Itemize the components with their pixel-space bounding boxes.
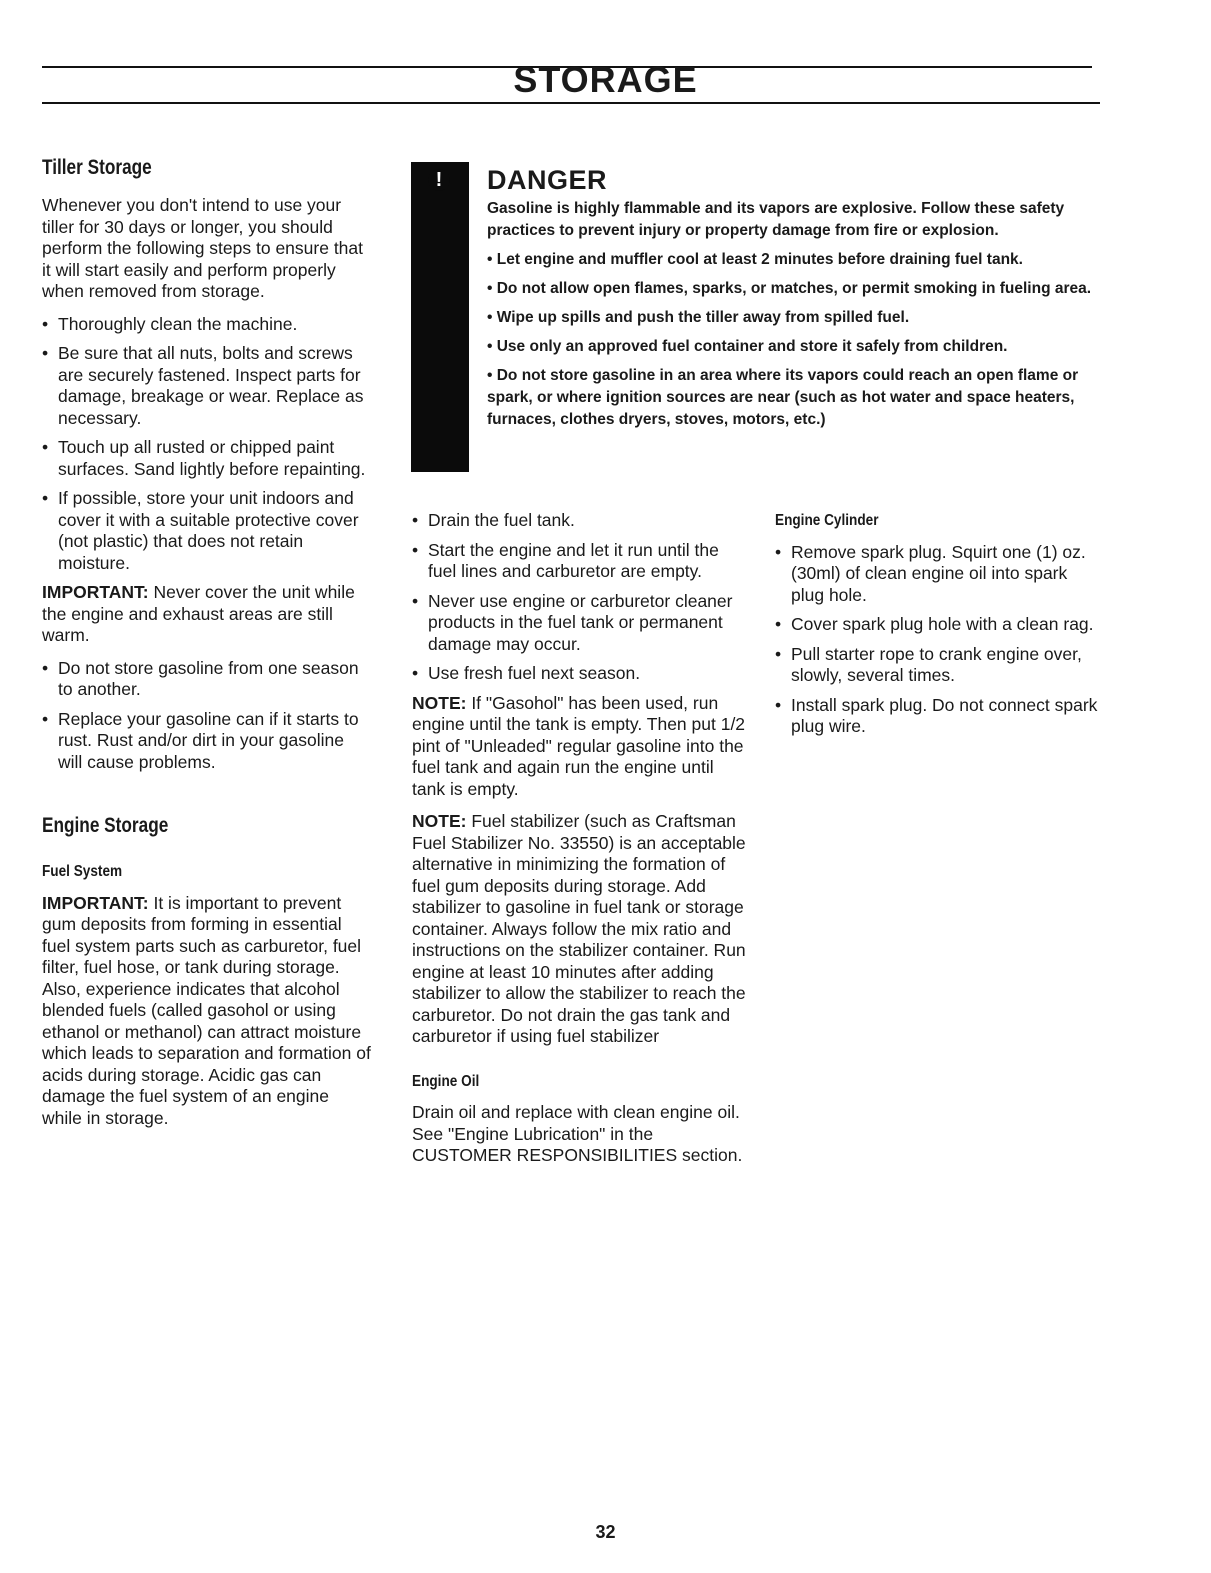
middle-column	[412, 510, 748, 1178]
list-item: • Never use engine or carburetor cleaner products in the fuel tank or permanent damage may occur.	[412, 590, 733, 654]
list-item: • Start the engine and let it run until the fuel lines and carburetor are empty.	[412, 539, 719, 581]
danger-heading: DANGER	[487, 165, 608, 195]
list-item: • Drain the fuel tank.	[412, 510, 575, 530]
danger-item: • Let engine and muffler cool at least 2 minutes before draining fuel tank.	[487, 251, 1023, 268]
page-number: 32	[595, 1522, 616, 1542]
engine-oil-heading: Engine Oil	[412, 1072, 480, 1090]
exclamation-icon: !	[428, 169, 450, 191]
gasohol-note: NOTE: If "Gasohol" has been used, run engine until the tank is empty. Then put 1/2 pint of "Unleaded" regular gasoline into the fuel tank and again run the engine until tank is empty.	[412, 692, 746, 799]
engine-oil-text: Drain oil and replace with clean engine oil. See "Engine Lubrication" in the CUSTOMER RESPONSIBILITIES section.	[412, 1102, 743, 1165]
fuel-system-heading: Fuel System	[42, 863, 123, 880]
left-column	[42, 155, 372, 1140]
page-title: STORAGE	[513, 59, 698, 100]
tiller-intro: Whenever you don't intend to use your tiller for 30 days or longer, you should perform the following steps to ensure that it will start easily and perform properly when removed from storage.	[42, 195, 364, 301]
list-item: • Install spark plug. Do not connect spark plug wire.	[775, 694, 1098, 736]
title-underline	[42, 102, 1100, 104]
engine-storage-heading: Engine Storage	[42, 814, 169, 837]
stabilizer-note: NOTE: Fuel stabilizer (such as Craftsman Fuel Stabilizer No. 33550) is an acceptable alternative in minimizing the formation of fuel gum deposits during storage. Add stabilizer to gasoline in fuel tank or storage container. Always follow the mix ratio and instructions on the stabilizer container. Run engine at least 10 minutes after adding stabilizer to allow the stabilizer to reach the carburetor. Do not drain the gas tank and carburetor if using fuel stabilizer	[412, 811, 746, 1046]
right-column	[775, 510, 1105, 746]
danger-item: • Use only an approved fuel container and store it safely from children.	[487, 338, 1008, 355]
danger-intro: Gasoline is highly flammable and its vapors are explosive. Follow these safety practices to prevent injury or property damage from fire or explosion.	[487, 200, 1065, 239]
engine-cylinder-heading: Engine Cylinder	[775, 512, 879, 529]
danger-item: • Wipe up spills and push the tiller away from spilled fuel.	[487, 309, 910, 326]
list-item: • Use fresh fuel next season.	[412, 663, 641, 683]
list-item: • If possible, store your unit indoors and cover it with a suitable protective cover (not plastic) that does not retain moisture.	[42, 488, 359, 573]
list-item: • Be sure that all nuts, bolts and screws are securely fastened. Inspect parts for damage, breakage or wear. Replace as necessary.	[42, 343, 364, 428]
danger-item: • Do not store gasoline in an area where its vapors could reach an open flame or spark, or where ignition sources are near (such as hot water and space heaters, furnaces, clothes dryers, stoves, motors, etc.)	[487, 367, 1079, 428]
list-item: • Thoroughly clean the machine.	[42, 313, 298, 334]
list-item: • Pull starter rope to crank engine over, slowly, several times.	[775, 643, 1082, 685]
list-item: • Cover spark plug hole with a clean rag.	[775, 614, 1094, 634]
important-fuel-note: IMPORTANT: It is important to prevent gum deposits from forming in essential fuel system parts such as carburetor, fuel filter, fuel hose, or tank during storage. Also, experience indicates that alcohol blended fuels (called gasohol or using ethanol or methanol) can attract moisture which leads to separation and formation of acids during storage. Acidic gas can damage the fuel system of an engine while in storage.	[42, 892, 371, 1128]
danger-notice	[487, 164, 1107, 438]
list-item: • Do not store gasoline from one season to another.	[42, 657, 359, 699]
danger-symbol-bar	[411, 162, 469, 472]
important-note: IMPORTANT: Never cover the unit while the engine and exhaust areas are still warm.	[42, 582, 355, 645]
danger-item: • Do not allow open flames, sparks, or matches, or permit smoking in fueling area.	[487, 280, 1092, 297]
list-item: • Touch up all rusted or chipped paint surfaces. Sand lightly before repainting.	[42, 437, 366, 479]
list-item: • Remove spark plug. Squirt one (1) oz. (30ml) of clean engine oil into spark plug hole.	[775, 541, 1086, 605]
list-item: • Replace your gasoline can if it starts to rust. Rust and/or dirt in your gasoline will cause problems.	[42, 708, 359, 772]
tiller-storage-heading: Tiller Storage	[42, 156, 152, 179]
